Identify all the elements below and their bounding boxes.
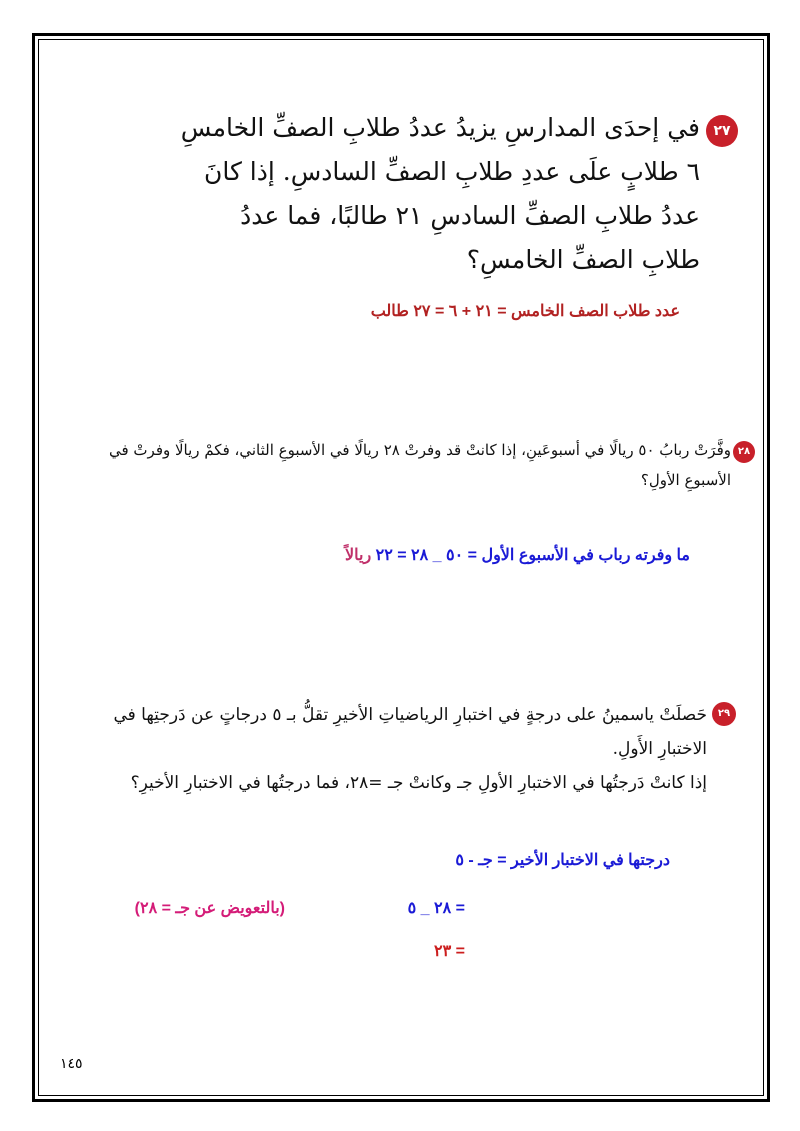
question-29-substitution-note: (بالتعويض عن جـ = ٢٨): [134, 900, 285, 917]
question-28-number-badge: ٢٨: [733, 441, 755, 463]
question-27-line-4: طلابِ الصفِّ الخامسِ؟: [466, 245, 700, 274]
question-29-line-2: إذا كانتْ دَرجتُها في الاختبارِ الأولِ جـ وكانتْ جـ =٢٨، فما درجتُها في الاختبارِ الأخيرِ؟: [130, 773, 707, 793]
question-28-answer-unit: ريالاً: [344, 547, 372, 564]
question-27-line-3: عددُ طلابِ الصفِّ السادسِ ٢١ طالبًا، فما عددُ: [240, 201, 700, 230]
question-27-number-badge: ٢٧: [706, 115, 738, 147]
question-28-line-1: وفَّرَتْ ربابُ ٥٠ ريالًا في أسبوعَينِ، إذا كانتْ قد وفرتْ ٢٨ ريالًا في الأسبوعِ الثاني، فكمْ ريالًا وفرتْ في: [108, 441, 731, 459]
question-28-answer-main: ما وفرته رباب في الأسبوع الأول = ٥٠ _ ٢٨ = ٢٢: [371, 547, 690, 564]
page-number: ١٤٥: [60, 1056, 83, 1072]
question-28-answer: [230, 545, 690, 565]
question-27-answer: عدد طلاب الصف الخامس = ٢١ + ٦ = ٢٧ طالب: [370, 303, 680, 320]
question-27-line-1: في إحدَى المدارسِ يزيدُ عددُ طلابِ الصفِّ الخامسِ: [180, 113, 700, 142]
question-29-step-2: = ٢٨ _ ٥: [407, 900, 465, 917]
question-29-text: [90, 698, 707, 800]
question-27-line-2: ٦ طلابٍ علَى عددِ طلابِ الصفِّ السادسِ. إذا كانَ: [203, 157, 700, 186]
question-27-text: [120, 106, 700, 282]
question-29-step-1: درجتها في الاختبار الأخير = جـ - ٥: [455, 852, 670, 869]
question-29-line-1: حَصلَتْ ياسمينُ على درجةٍ في اختبارِ الرياضياتِ الأخيرِ تقلُّ بـ ٥ درجاتٍ عن دَرجتِها في الاختبارِ الأَولِ.: [113, 705, 707, 759]
question-29-number-badge: ٢٩: [712, 702, 736, 726]
question-29-step-3: = ٢٣: [434, 943, 465, 960]
question-28-line-2: الأسبوعِ الأولِ؟: [640, 471, 731, 489]
question-28-text: [55, 435, 731, 495]
